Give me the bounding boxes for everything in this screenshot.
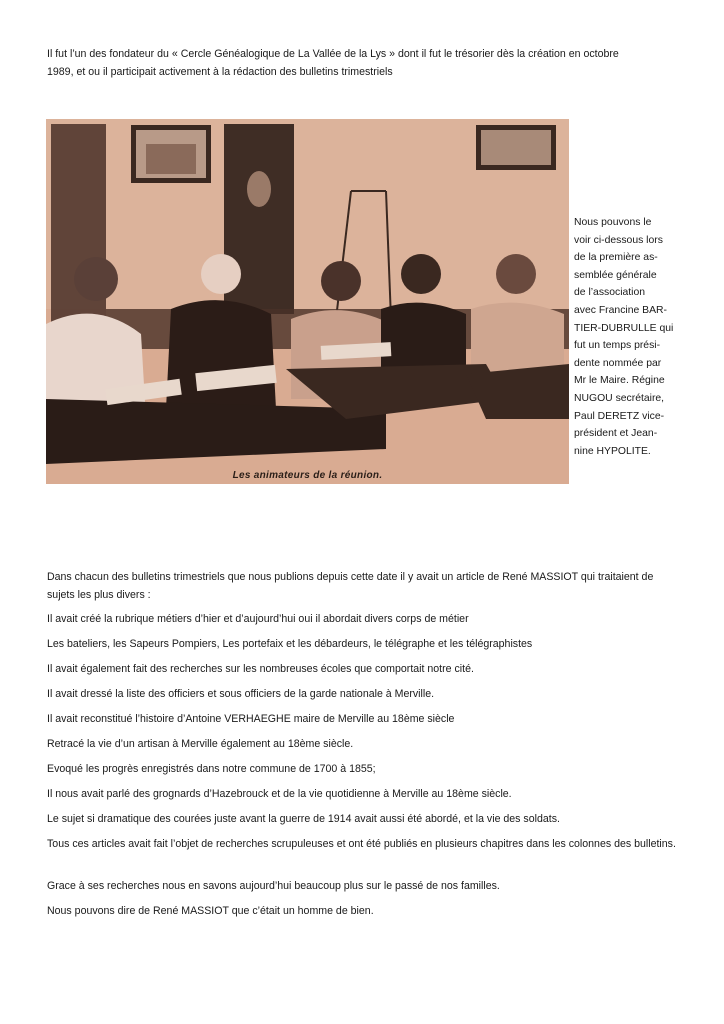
side-line: dente nommée par: [574, 357, 662, 369]
side-line: président et Jean-: [574, 428, 658, 440]
body-paragraph: Retracé la vie d’un artisan à Merville également au 18ème siècle.: [47, 738, 354, 750]
intro-paragraph: [47, 45, 677, 81]
meeting-photo-illustration: [46, 119, 569, 484]
body-paragraph: Dans chacun des bulletins trimestriels que nous publions depuis cette date il y avait un article de René MASSIOT qui traitaient de sujets les plus divers :: [47, 571, 654, 601]
side-line: Mr le Maire. Régine: [574, 375, 665, 387]
body-paragraph: Tous ces articles avait fait l’objet de recherches scrupuleuses et ont été publiés en plusieurs chapitres dans les colonnes des bulletins.: [47, 838, 676, 850]
side-line: avec Francine BAR-: [574, 304, 667, 316]
body-paragraph: Il avait dressé la liste des officiers et sous officiers de la garde nationale à Merville.: [47, 688, 435, 700]
side-line: fut un temps prési-: [574, 340, 661, 352]
photo-caption: Les animateurs de la réunion.: [232, 470, 383, 481]
body-paragraph: Grace à ses recherches nous en savons aujourd’hui beaucoup plus sur le passé de nos familles.: [47, 880, 500, 892]
intro-line-1: Il fut l’un des fondateur du « Cercle Généalogique de La Vallée de la Lys » dont il fut le trésorier dès la création en octobre: [47, 48, 619, 60]
side-line: NUGOU secrétaire,: [574, 392, 665, 404]
body-paragraph: Il avait créé la rubrique métiers d’hier et d’aujourd’hui oui il abordait divers corps de métier: [47, 613, 469, 625]
body-paragraph: Nous pouvons dire de René MASSIOT que c’était un homme de bien.: [47, 905, 374, 917]
side-line: TIER-DUBRULLE qui: [574, 322, 674, 334]
side-line: voir ci-dessous lors: [574, 234, 663, 246]
newspaper-photo: [46, 119, 569, 484]
side-line: Paul DERETZ vice-: [574, 410, 665, 422]
body-paragraph: Il avait reconstitué l’histoire d’Antoine VERHAEGHE maire de Merville au 18ème siècle: [47, 713, 455, 725]
body-paragraph: Il avait également fait des recherches sur les nombreuses écoles que comportait notre cité.: [47, 663, 474, 675]
side-line: Nous pouvons le: [574, 217, 652, 228]
intro-line-2: 1989, et ou il participait activement à la rédaction des bulletins trimestriels: [47, 66, 393, 78]
side-line: semblée générale: [574, 269, 657, 281]
side-line: de la première as-: [574, 252, 658, 264]
body-paragraph: Il nous avait parlé des grognards d’Hazebrouck et de la vie quotidienne à Merville au 18ème siècle.: [47, 788, 512, 800]
side-line: de l’association: [574, 287, 646, 299]
body-paragraph: Le sujet si dramatique des courées juste avant la guerre de 1914 avait aussi été abordé, et la vie des soldats.: [47, 813, 560, 825]
side-line: nine HYPOLITE.: [574, 445, 651, 457]
side-caption: [574, 214, 684, 460]
body-paragraph: Evoqué les progrès enregistrés dans notre commune de 1700 à 1855;: [47, 763, 376, 775]
body-paragraph: Les bateliers, les Sapeurs Pompiers, Les portefaix et les débardeurs, le télégraphe et les télégraphistes: [47, 638, 533, 650]
